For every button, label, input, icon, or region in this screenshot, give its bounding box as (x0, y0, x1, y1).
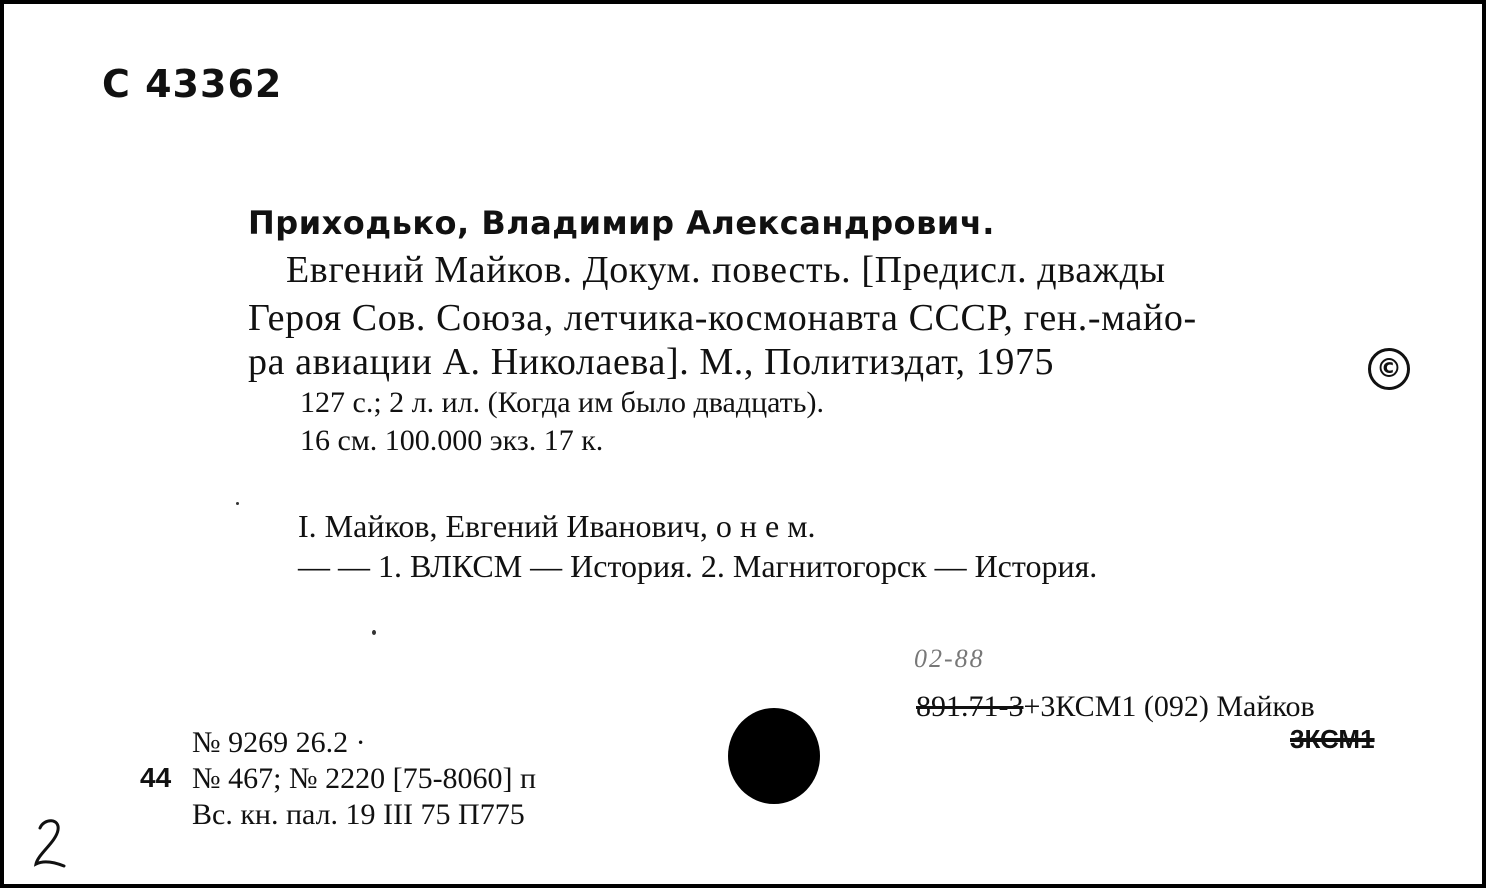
title-line-1: Евгений Майков. Докум. повесть. [Предисл. дважды (286, 249, 1166, 291)
classification-line (916, 690, 1315, 724)
call-number: С 43362 (102, 62, 283, 106)
classification-rest: +3КСМ1 (092) Майков (1023, 690, 1315, 723)
classification-struck: 891.71-3 (916, 690, 1024, 723)
print-line-1: № 9269 26.2 · (192, 726, 366, 759)
classification-second-struck: 3КСМ1 (1290, 724, 1375, 754)
faded-stamp: 02-88 (914, 644, 985, 673)
punch-hole (728, 708, 820, 804)
print-line-2: № 467; № 2220 [75-8060] п (192, 762, 537, 795)
title-line-2: Героя Сов. Союза, летчика-космонавта СССР, ген.-майо- (248, 297, 1197, 339)
speck (372, 630, 376, 635)
print-prefix: 44 (140, 762, 172, 793)
copyright-icon: © (1368, 348, 1410, 390)
subject-entry-2: — — 1. ВЛКСМ — История. 2. Магнитогорск — История. (298, 548, 1098, 584)
physical-description-1: 127 с.; 2 л. ил. (Когда им было двадцать). (300, 386, 824, 419)
catalog-card (4, 4, 1482, 884)
handwritten-mark (30, 814, 70, 874)
speck (236, 502, 239, 505)
physical-description-2: 16 см. 100.000 экз. 17 к. (300, 424, 604, 457)
subject-entry-1: I. Майков, Евгений Иванович, о н е м. (298, 508, 816, 544)
title-line-3: ра авиации А. Николаева]. М., Политиздат, 1975 (248, 341, 1055, 383)
print-line-3: Вс. кн. пал. 19 III 75 П775 (192, 798, 525, 831)
author-heading: Приходько, Владимир Александрович. (248, 204, 995, 242)
